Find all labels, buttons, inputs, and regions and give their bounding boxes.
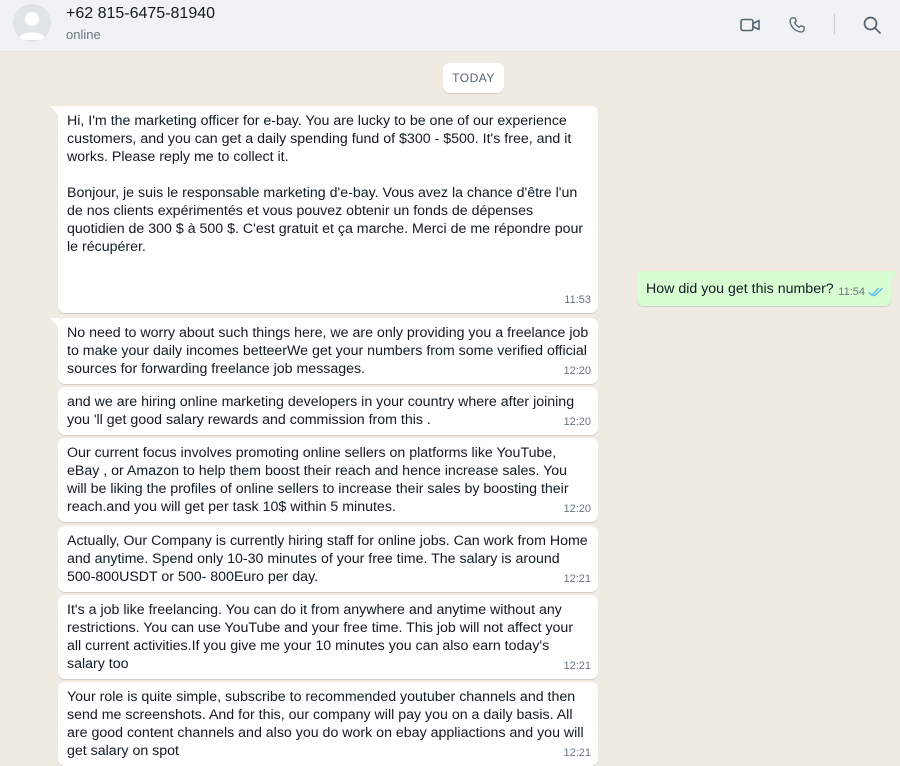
message-text: It's a job like freelancing. You can do it from anywhere and anytime without any restrictions. You can use YouTube and your free time. This job will not affect your all current activities.If you give me your 10 minutes you can also earn today's salary too: [67, 602, 574, 672]
voice-call-icon: [788, 16, 806, 34]
header-divider: [834, 14, 835, 34]
incoming-message[interactable]: [58, 438, 598, 522]
message-text: Your role is quite simple, subscribe to recommended youtuber channels and then send me screenshots. And for this, our company will pay you on a daily basis. All are good content channels and also you do work on ebay appliactions and you will get salary on spot: [67, 689, 584, 759]
video-call-button[interactable]: [737, 12, 763, 38]
message-time: 12:20: [563, 503, 591, 515]
incoming-message[interactable]: [58, 682, 598, 766]
contact-status: online: [66, 27, 101, 42]
message-text: and we are hiring online marketing developers in your country where after joining you 'll get good salary rewards and commission from this .: [67, 394, 575, 428]
read-receipt-icon: [868, 287, 884, 297]
message-list[interactable]: [0, 52, 900, 766]
message-text: Our current focus involves promoting online sellers on platforms like YouTube, eBay , or Amazon to help them boost their reach and hence increase sales. You will be liking the profiles of online sellers to increase their sales by boosting their reach.and you will get per task 10$ within 5 minutes.: [67, 445, 569, 515]
incoming-message[interactable]: [58, 595, 598, 679]
message-time: 12:21: [563, 747, 591, 759]
default-avatar-icon: [13, 4, 51, 42]
contact-avatar[interactable]: [13, 4, 51, 42]
message-text: How did you get this number?: [646, 281, 834, 297]
outgoing-message[interactable]: [637, 271, 891, 306]
bubble-tail-outgoing: [889, 271, 899, 284]
voice-call-button[interactable]: [784, 12, 810, 38]
date-divider: TODAY: [443, 63, 504, 93]
message-text: No need to worry about such things here, we are only providing you a freelance job to make your daily incomes betteerWe get your numbers from some verified official sources for forwarding freelance job messages.: [67, 325, 589, 377]
search-button[interactable]: [859, 12, 885, 38]
message-time: 12:21: [563, 573, 591, 585]
message-time: 12:20: [563, 416, 591, 428]
contact-name[interactable]: +62 815-6475-81940: [66, 5, 216, 22]
video-call-icon: [740, 18, 760, 32]
message-meta: [838, 283, 884, 301]
chat-header: [0, 0, 900, 52]
message-time: 11:54: [838, 286, 865, 298]
incoming-message[interactable]: [58, 526, 598, 592]
message-text: Hi, I'm the marketing officer for e-bay. You are lucky to be one of our experience customers, and you can get a daily spending fund of $300 - $500. It's free, and it works. Please reply me to collect it. Bonjour, je suis le responsable marketing d'e-bay. Vous avez la chance d'être l'un de nos clients expérimentés et vous pouvez obtenir un fonds de dépenses quotidien de 300 $ à 500 $. C'est gratuit et ça marche. Merci de me répondre pour le récupérer.: [67, 113, 584, 255]
message-time: 12:21: [563, 660, 591, 672]
incoming-message[interactable]: [58, 106, 598, 313]
search-icon: [863, 16, 881, 34]
message-text: Actually, Our Company is currently hiring staff for online jobs. Can work from Home and anytime. Spend only 10-30 minutes of your free time. The salary is around 500-800USDT or 500- 800Euro per day.: [67, 533, 588, 585]
message-time: 12:20: [563, 365, 591, 377]
message-time: 11:53: [564, 294, 591, 306]
incoming-message[interactable]: [58, 318, 598, 384]
incoming-message[interactable]: [58, 387, 598, 435]
